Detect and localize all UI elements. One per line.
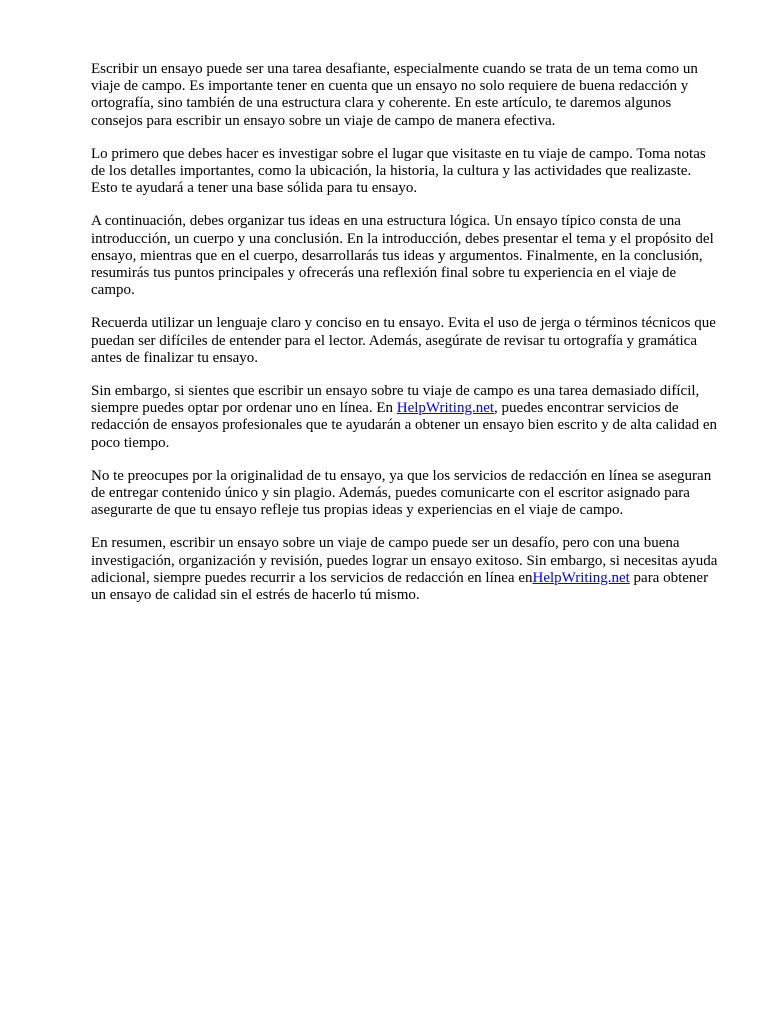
helpwriting-link[interactable]: HelpWriting.net (532, 569, 630, 586)
paragraph-language: Recuerda utilizar un lenguaje claro y conciso en tu ensayo. Evita el uso de jerga o términos técnicos que puedan ser difíciles de entender para el lector. Además, asegúrate de revisar tu ortografía y gramática antes de finalizar tu ensayo. (91, 315, 716, 366)
paragraph-text-after-link: para obtener un ensayo de calidad sin el estrés de hacerlo tú mismo. (91, 569, 709, 604)
paragraph-order-online (91, 383, 721, 452)
paragraph-research: Lo primero que debes hacer es investigar sobre el lugar que visitaste en tu viaje de campo. Toma notas de los detalles importantes, como la ubicación, la historia, la cultura y las actividades que realizaste. Esto te ayudará a tener una base sólida para tu ensayo. (91, 145, 706, 197)
paragraph-structure: A continuación, debes organizar tus ideas en una estructura lógica. Un ensayo típico consta de una introducción, un cuerpo y una conclusión. En la introducción, debes presentar el tema y el propósito del ensayo, mientras que en el cuerpo, desarrollarás tus ideas y argumentos. Finalmente, en la conclusión, resumirás tus puntos principales y ofrecerás una reflexión final sobre tu experiencia en el viaje de campo. (91, 213, 714, 299)
paragraph-conclusion (91, 535, 721, 604)
document-body (91, 61, 721, 620)
paragraph-text-before-link: Sin embargo, si sientes que escribir un ensayo sobre tu viaje de campo es una tarea demasiado difícil, siempre puedes optar por ordenar uno en línea. En (91, 383, 700, 417)
helpwriting-link[interactable]: HelpWriting.net (396, 400, 495, 417)
paragraph-originality: No te preocupes por la originalidad de tu ensayo, ya que los servicios de redacción en línea se aseguran de entregar contenido único y sin plagio. Además, puedes comunicarte con el escritor asignado para asegurarte de que tu ensayo refleje tus propias ideas y experiencias en el viaje de campo. (91, 467, 712, 519)
paragraph-intro: Escribir un ensayo puede ser una tarea desafiante, especialmente cuando se trata de un tema como un viaje de campo. Es importante tener en cuenta que un ensayo no solo requiere de buena redacción y ortografía, sino también de una estructura clara y coherente. En este artículo, te daremos algunos consejos para escribir un ensayo sobre un viaje de campo de manera efectiva. (91, 61, 698, 129)
paragraph-text-before-link: En resumen, escribir un ensayo sobre un viaje de campo puede ser un desafío, pero con una buena investigación, organización y revisión, puedes lograr un ensayo exitoso. Sin embargo, si necesitas ayuda adicional, siempre puedes recurrir a los servicios de redacción en línea en (91, 535, 718, 586)
paragraph-text-after-link: , puedes encontrar servicios de redacción de ensayos profesionales que te ayudarán a obtener un ensayo bien escrito y de alta calidad en poco tiempo. (91, 400, 717, 451)
